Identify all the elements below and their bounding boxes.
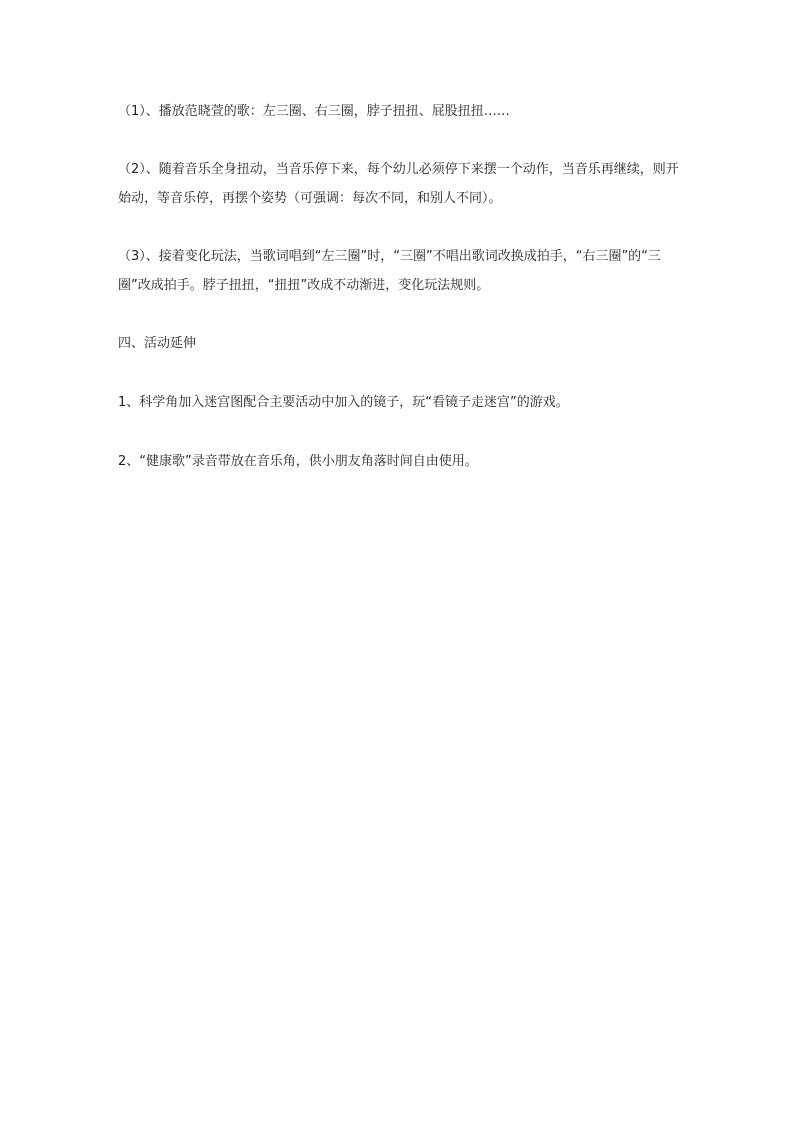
paragraph-dance-freeze: （2）、随着音乐全身扭动，当音乐停下来，每个幼儿必须停下来摆一个动作，当音乐再继续，则开始动，等音乐停，再摆个姿势（可强调：每次不同，和别人不同）。 [118,162,679,206]
section-heading-activity-extension: 四、活动延伸 [118,336,197,351]
paragraph-science-corner: 1、科学角加入迷宫图配合主要活动中加入的镜子，玩“看镜子走迷宫”的游戏。 [118,395,569,410]
paragraph-variation-rules: （3）、接着变化玩法，当歌词唱到“左三圈”时，“三圈”不唱出歌词改换成拍手，“右三圈”的“三圈”改成拍手。脖子扭扭，“扭扭”改成不动渐进，变化玩法规则。 [118,249,661,293]
paragraph-music-corner: 2、“健康歌”录音带放在音乐角，供小朋友角落时间自由使用。 [118,454,478,469]
paragraph-play-song: （1）、播放范晓萱的歌：左三圈、右三圈，脖子扭扭、屁股扭扭…… [118,104,510,119]
